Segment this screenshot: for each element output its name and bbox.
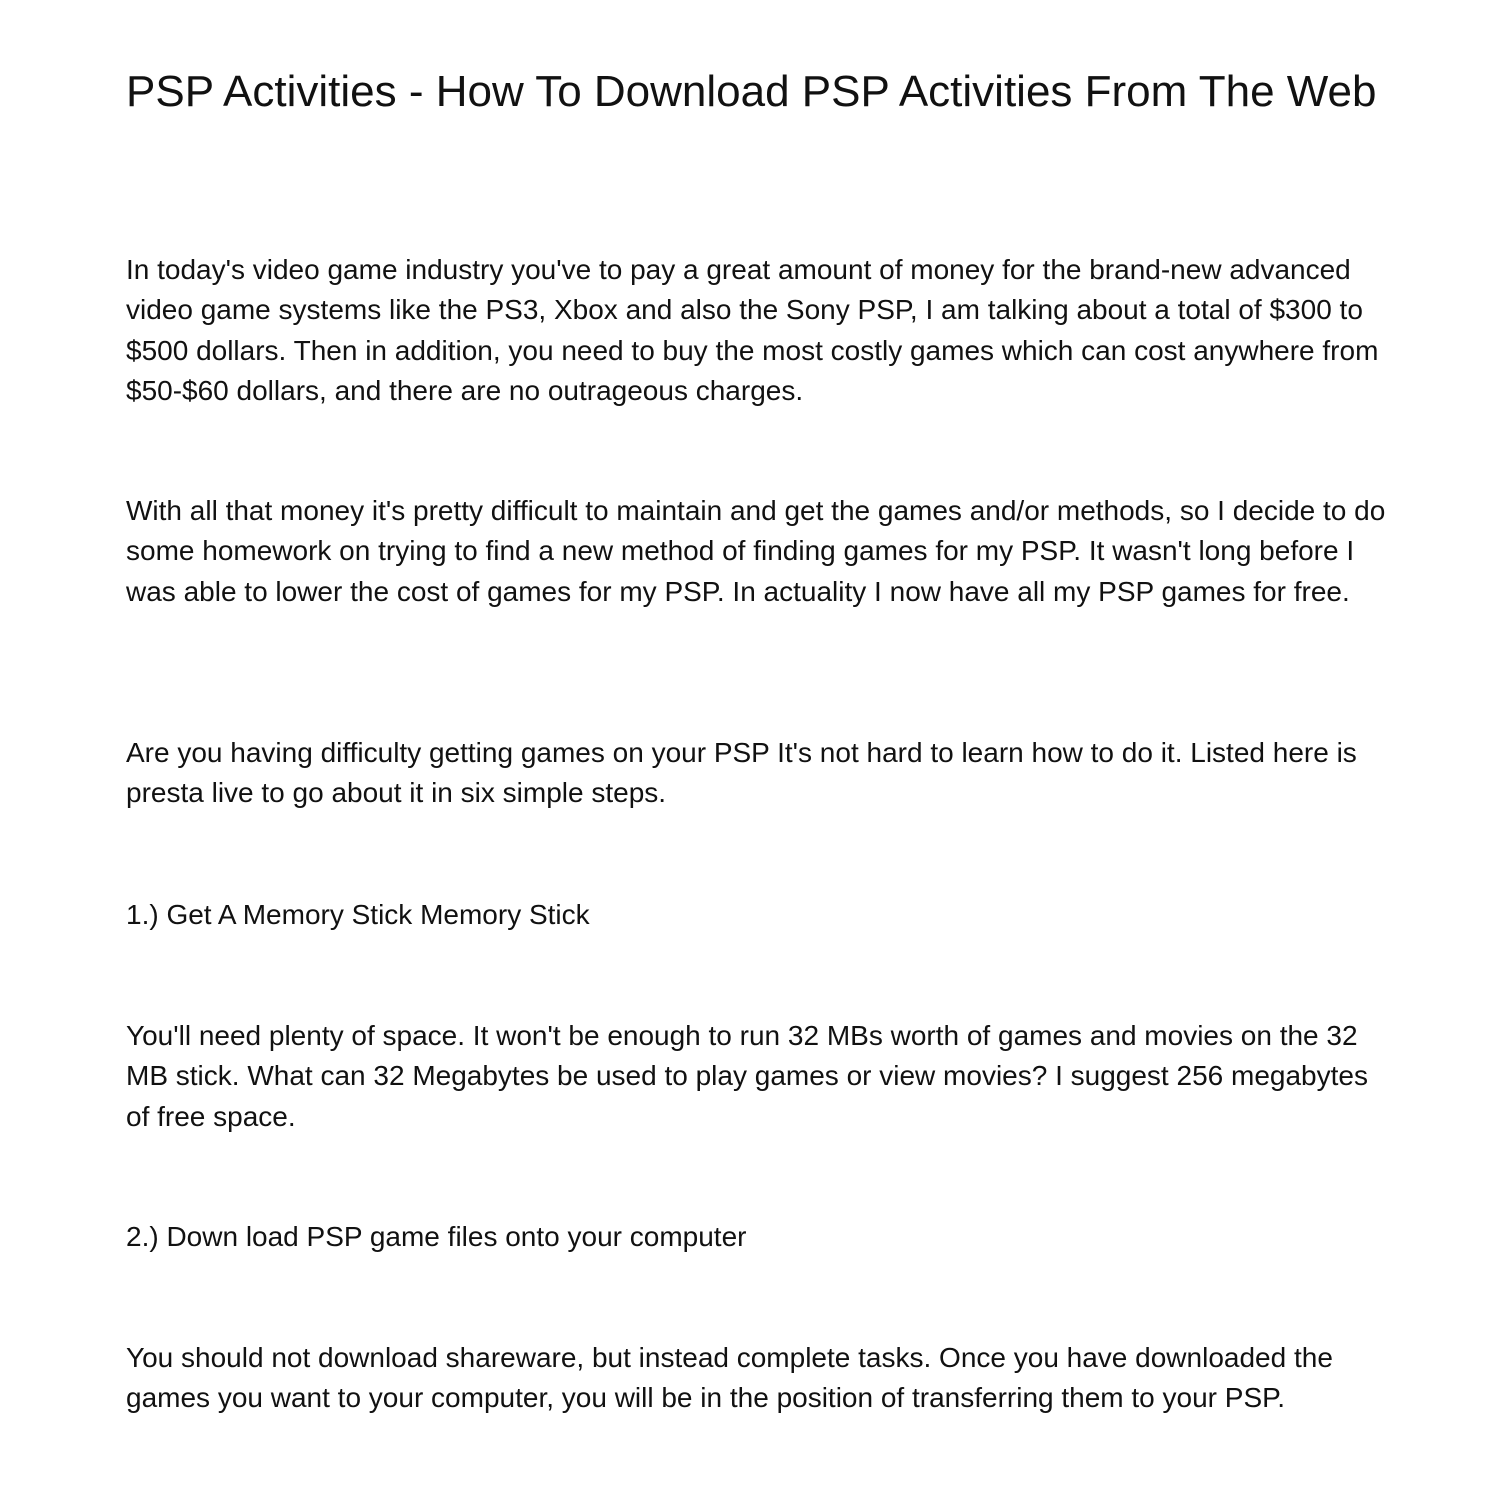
paragraph-intro: In today's video game industry you've to pay a great amount of money for the brand-new advanced video game systems like the PS3, Xbox and also the Sony PSP, I am talking about a total of $300 to $500 dollars. Then in addition, you need to buy the most costly games which can cost anywhere from $50-$60 dollars, and there are no outrageous charges. xyxy=(126,254,1379,406)
step-2-heading: 2.) Down load PSP game files onto your computer xyxy=(126,1221,747,1252)
document-title: PSP Activities - How To Download PSP Activities From The Web xyxy=(126,67,1377,116)
paragraph-memory-stick: You'll need plenty of space. It won't be enough to run 32 MBs worth of games and movies on the 32 MB stick. What can 32 Megabytes be used to play games or view movies? I suggest 256 megabytes of free space. xyxy=(126,1020,1368,1132)
paragraph-steps-intro: Are you having difficulty getting games on your PSP It's not hard to learn how to do it. Listed here is presta live to go about it in six simple steps. xyxy=(126,737,1357,809)
paragraph-cost: With all that money it's pretty difficult to maintain and get the games and/or methods, so I decide to do some homework on trying to find a new method of finding games for my PSP. It wasn't long before I was able to lower the cost of games for my PSP. In actuality I now have all my PSP games for free. xyxy=(126,495,1386,607)
paragraph-download: You should not download shareware, but instead complete tasks. Once you have downloaded the games you want to your computer, you will be in the position of transferring them to your PSP. xyxy=(126,1342,1333,1414)
step-1-heading: 1.) Get A Memory Stick Memory Stick xyxy=(126,899,590,930)
